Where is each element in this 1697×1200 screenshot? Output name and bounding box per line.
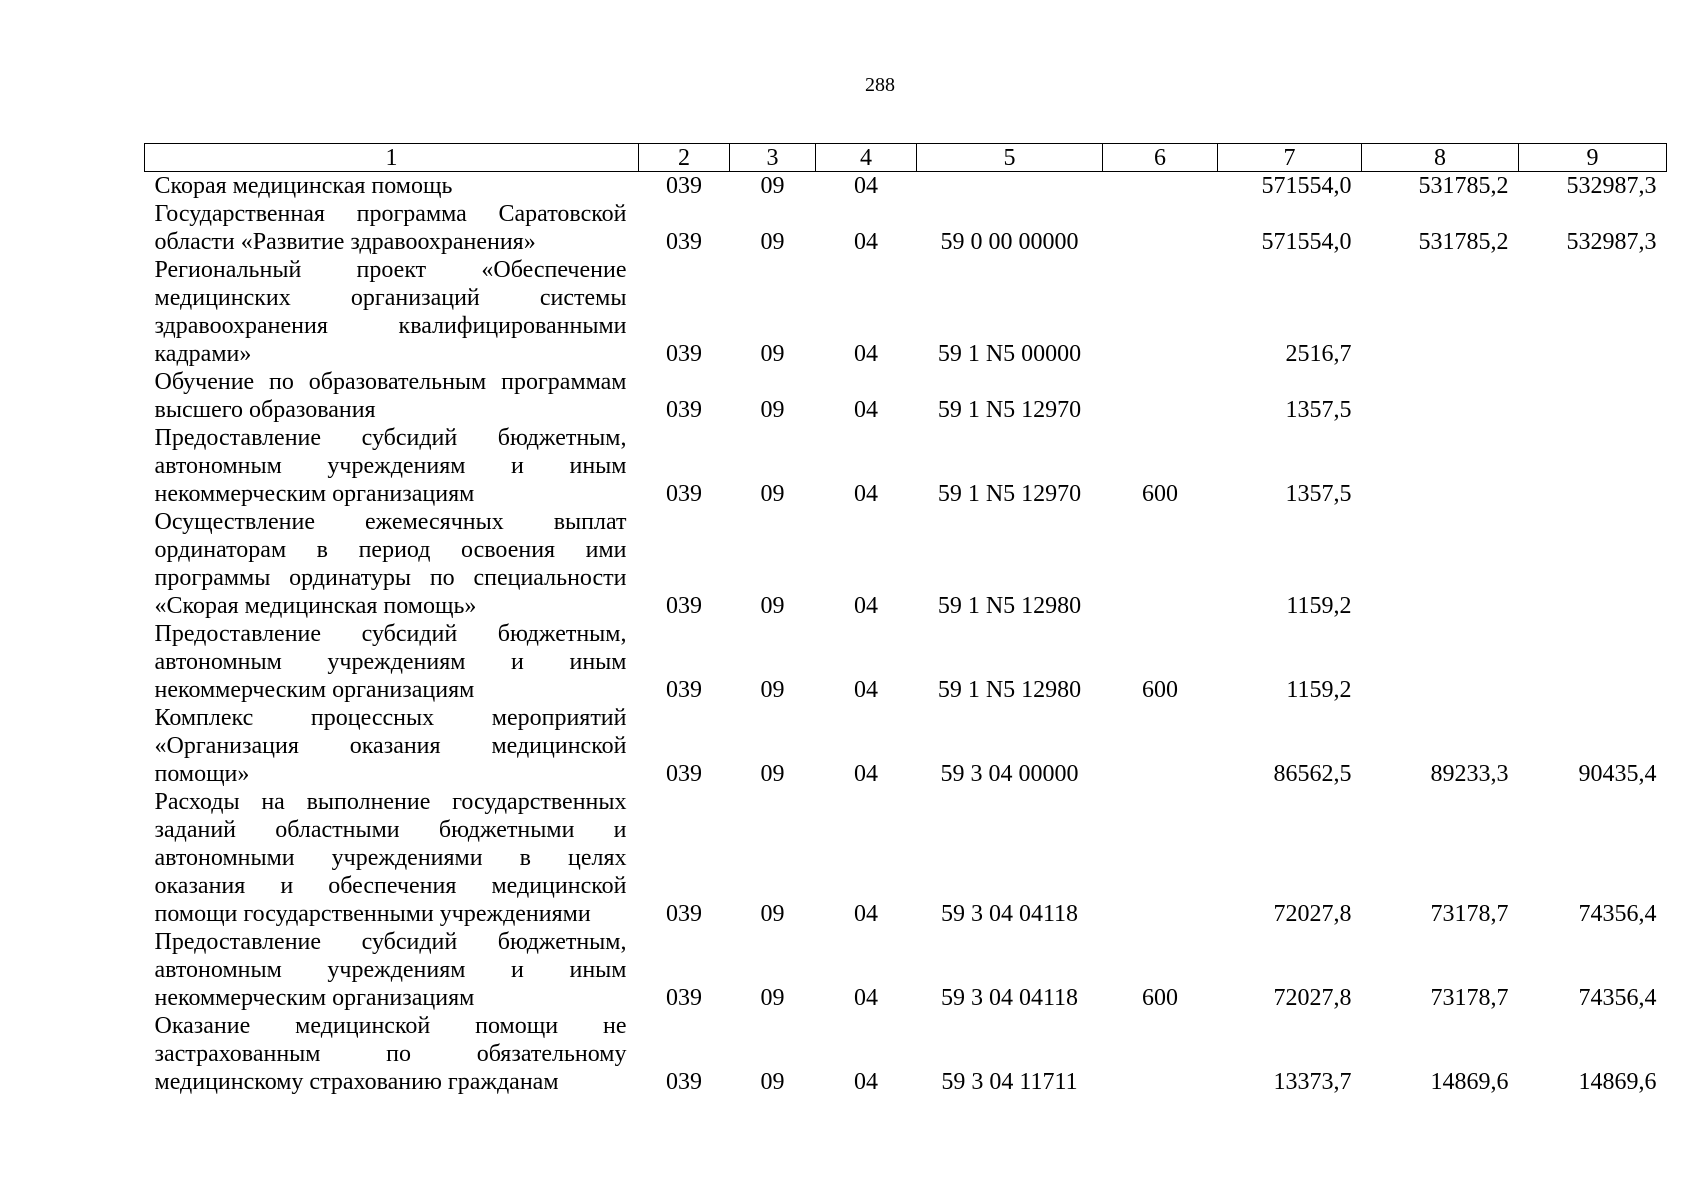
row-ministry-code: 039 [666,985,702,1011]
header-row [145,144,1667,172]
row-ministry-code: 039 [666,677,702,703]
row-amount-year1: 1357,5 [1285,481,1352,507]
row-section: 09 [760,901,785,927]
row-amount-year1: 1159,2 [1286,677,1352,703]
row-section: 09 [760,229,785,255]
row-amount-year1: 72027,8 [1273,901,1352,927]
row-ministry-code: 039 [666,481,702,507]
row-amount-year2 [1362,424,1519,508]
row-amount-year2: 531785,2 [1418,173,1509,199]
table-row [145,788,1667,928]
row-subsection: 04 [854,761,878,787]
row-name: Предоставление субсидий бюджетным, автономным учреждениям и иным некоммерческим организациям [154,425,627,507]
row-subsection: 04 [854,901,878,927]
header-cell: 4 [816,144,917,172]
row-ministry-code: 039 [666,593,702,619]
header-cell: 6 [1103,144,1218,172]
row-target-article: 59 3 04 04118 [940,901,1079,927]
row-target-article: 59 3 04 04118 [940,985,1079,1011]
row-section: 09 [760,397,785,423]
header-cell: 8 [1362,144,1519,172]
table-row [145,200,1667,256]
row-amount-year3 [1519,620,1667,704]
row-target-article: 59 1 N5 12970 [937,397,1082,423]
row-amount-year1: 86562,5 [1273,761,1352,787]
row-amount-year2: 73178,7 [1430,901,1509,927]
table-row [145,424,1667,508]
row-expense-type: 600 [1142,481,1178,507]
header-cell: 1 [145,144,639,172]
row-amount-year3: 532987,3 [1566,173,1657,199]
row-name: Региональный проект «Обеспечение медицинских организаций системы здравоохранения квалифицированными кадрами» [154,257,627,367]
row-amount-year2 [1362,508,1519,620]
page-number: 288 [865,74,895,96]
table-row [145,1012,1667,1096]
row-expense-type [1103,508,1218,620]
row-amount-year3 [1519,508,1667,620]
row-target-article: 59 1 N5 00000 [937,341,1082,367]
row-section: 09 [760,985,785,1011]
row-target-article: 59 3 04 00000 [940,761,1079,787]
row-target-article: 59 1 N5 12980 [937,593,1082,619]
row-amount-year2: 73178,7 [1430,985,1509,1011]
row-expense-type [1103,704,1218,788]
row-target-article: 59 3 04 11711 [941,1069,1078,1095]
row-name: Обучение по образовательным программам высшего образования [154,369,627,423]
row-subsection: 04 [854,397,878,423]
row-ministry-code: 039 [666,173,702,199]
header-cell: 9 [1519,144,1667,172]
row-amount-year1: 13373,7 [1273,1069,1352,1095]
header-cell: 5 [917,144,1103,172]
row-amount-year2: 531785,2 [1418,229,1509,255]
row-subsection: 04 [854,341,878,367]
row-expense-type [1103,788,1218,928]
row-expense-type [1103,256,1218,368]
header-cell: 2 [639,144,730,172]
row-amount-year1: 571554,0 [1261,229,1352,255]
row-name: Предоставление субсидий бюджетным, автономным учреждениям и иным некоммерческим организациям [154,929,627,1011]
row-amount-year2 [1362,256,1519,368]
table-row [145,508,1667,620]
table-row [145,704,1667,788]
row-subsection: 04 [854,1069,878,1095]
row-ministry-code: 039 [666,341,702,367]
row-subsection: 04 [854,677,878,703]
row-name: Расходы на выполнение государственных заданий областными бюджетными и автономными учреждениями в целях оказания и обеспечения медицинской помощи государственными учреждениями [154,789,627,927]
row-name: Комплекс процессных мероприятий «Организация оказания медицинской помощи» [154,705,627,787]
row-ministry-code: 039 [666,1069,702,1095]
row-name: Осуществление ежемесячных выплат ординаторам в период освоения ими программы ординатуры по специальности «Скорая медицинская помощь» [154,509,627,619]
row-section: 09 [760,481,785,507]
row-amount-year3 [1519,256,1667,368]
row-section: 09 [760,677,785,703]
row-name: Оказание медицинской помощи не застрахованным по обязательному медицинскому страхованию гражданам [154,1013,627,1095]
row-expense-type [1103,200,1218,256]
table-row [145,368,1667,424]
budget-table [144,143,1667,1096]
row-expense-type [1103,368,1218,424]
row-ministry-code: 039 [666,229,702,255]
row-section: 09 [760,341,785,367]
row-expense-type [1103,1012,1218,1096]
row-amount-year1: 571554,0 [1261,173,1352,199]
row-amount-year3: 14869,6 [1578,1069,1657,1095]
header-cell: 3 [730,144,816,172]
row-amount-year3: 90435,4 [1578,761,1657,787]
table-row [145,928,1667,1012]
row-amount-year3: 532987,3 [1566,229,1657,255]
row-amount-year2 [1362,620,1519,704]
row-target-article: 59 0 00 00000 [940,229,1079,255]
table-row [145,172,1667,201]
row-amount-year1: 1159,2 [1286,593,1352,619]
row-amount-year3 [1519,368,1667,424]
row-amount-year3 [1519,424,1667,508]
row-subsection: 04 [854,229,878,255]
row-name: Скорая медицинская помощь [154,173,453,199]
header-cell: 7 [1218,144,1362,172]
row-expense-type: 600 [1142,677,1178,703]
row-ministry-code: 039 [666,901,702,927]
row-expense-type: 600 [1142,985,1178,1011]
row-amount-year2: 14869,6 [1430,1069,1509,1095]
row-section: 09 [760,173,785,199]
row-target-article: 59 1 N5 12970 [937,481,1082,507]
row-name: Государственная программа Саратовской области «Развитие здравоохранения» [154,201,627,255]
row-section: 09 [760,761,785,787]
row-subsection: 04 [854,481,878,507]
row-amount-year1: 72027,8 [1273,985,1352,1011]
row-ministry-code: 039 [666,397,702,423]
row-subsection: 04 [854,173,878,199]
row-amount-year3: 74356,4 [1578,901,1657,927]
row-expense-type [1103,172,1218,201]
row-subsection: 04 [854,593,878,619]
row-name: Предоставление субсидий бюджетным, автономным учреждениям и иным некоммерческим организациям [154,621,627,703]
row-amount-year3: 74356,4 [1578,985,1657,1011]
row-amount-year2 [1362,368,1519,424]
row-section: 09 [760,1069,785,1095]
row-subsection: 04 [854,985,878,1011]
row-amount-year1: 1357,5 [1285,397,1352,423]
row-ministry-code: 039 [666,761,702,787]
row-target-article: 59 1 N5 12980 [937,677,1082,703]
row-amount-year2: 89233,3 [1430,761,1509,787]
row-section: 09 [760,593,785,619]
table-row [145,620,1667,704]
row-target-article [917,172,1103,201]
row-amount-year1: 2516,7 [1285,341,1352,367]
table-row [145,256,1667,368]
